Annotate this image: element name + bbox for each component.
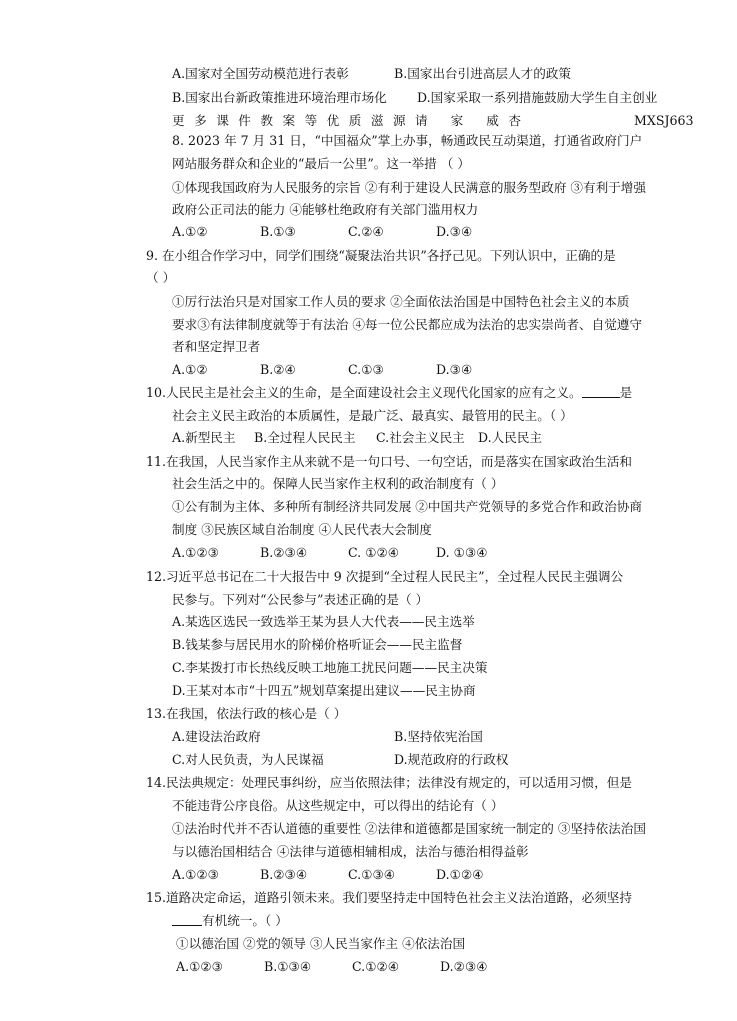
prev-options-row-1 [172,66,571,82]
watermark-text: 更多课件教案等优质滋源请 家 威杏 [172,113,531,128]
q15-stem-line-1: 15.道路决定命运，道路引领未来。我们要坚持走中国特色社会主义法治道路，必须坚持 [146,890,632,905]
q9-statement-line-2: 要求③有法律制度就等于有法治 ④每一位公民都应成为法治的忠实崇尚者、自觉遵守 [172,317,642,332]
q8-option-a: A.①② [172,224,208,239]
q13-option-d: D.规范政府的行政权 [394,752,509,767]
q14-statement-line-2: 与以德治国相结合 ④法律与道德相辅相成，法治与德治相得益彰 [172,844,529,859]
q10-option-a: A.新型民主 [172,430,236,445]
q10-stem-text: 10.人民民主是社会主义的生命，是全面建设社会主义现代化国家的应有之义。 [146,385,582,400]
q11-options [172,545,488,561]
q11-stem-line-2: 社会生活之中的。保障人民当家作主权利的政治制度有（ ） [172,476,504,491]
q10-stem-tail: 是 [619,385,633,400]
q15-stem-line-2 [172,913,288,929]
q10-option-c: C.社会主义民主 [376,430,465,445]
q9-option-d: D.③④ [436,362,473,377]
q13-option-b: B.坚持依宪治国 [394,729,483,744]
q13-options-row-2 [172,752,508,768]
q10-option-b: B.全过程人民民主 [254,430,356,445]
q8-stem-line-2: 网站服务群众和企业的“最后一公里”。这一举措 （ ） [172,156,470,171]
option-d: D.国家采取一系列措施鼓励大学生自主创业 [417,90,658,105]
prev-options-row-2 [172,90,657,106]
q13-option-a: A.建设法治政府 [172,729,261,744]
q9-option-b: B.②④ [260,362,296,377]
q11-option-b: B.②③④ [260,545,308,560]
q9-statement-line-1: ①厉行法治只是对国家工作人员的要求 ②全面依法治国是中国特色社会主义的本质 [172,294,630,309]
q10-stem-line-2: 社会主义民主政治的本质属性，是最广泛、最真实、最管用的民主。（ ） [172,408,573,423]
q14-options [172,867,484,883]
q14-option-d: D.①②④ [436,867,484,882]
q15-option-d: D.②③④ [440,959,488,974]
q11-stem-line-1: 11.在我国，人民当家作主从来就不是一句口号、一句空话，而是落实在国家政治生活和 [146,454,632,469]
q12-option-c: C.李某拨打市长热线反映工地施工扰民问题——民主决策 [172,660,488,675]
q8-option-d: D.③④ [436,224,473,239]
q8-statement-line-2: 政府公正司法的能力 ④能够杜绝政府有关部门滥用权力 [172,202,479,217]
q10-option-d: D.人民民主 [478,430,543,445]
q9-option-a: A.①② [172,362,208,377]
q9-option-c: C.①③ [348,362,384,377]
q9-stem-line-1: 9. 在小组合作学习中，同学们围绕“凝聚法治共识”各抒己见。下列认识中，正确的是 [146,248,616,263]
q12-stem-line-1: 12.习近平总书记在二十大报告中 9 次提到“全过程人民民主”，全过程人民民主强调公 [146,569,624,584]
q13-option-c: C.对人民负责，为人民谋福 [172,752,324,767]
q12-option-a: A.某选区选民一致选举王某为县人大代表——民主选举 [172,614,475,629]
option-c: B.国家出台新政策推进环境治理市场化 [172,90,387,105]
q14-stem-line-1: 14.民法典规定：处理民事纠纷，应当依照法律；法律没有规定的，可以适用习惯，但是 [146,775,632,790]
q12-stem-line-2: 民参与。下列对“公民参与”表述正确的是（ ） [172,592,429,607]
q14-option-c: C.①③④ [348,867,396,882]
q9-statement-line-3: 者和坚定捍卫者 [172,339,261,354]
option-a: A.国家对全国劳动模范进行表彰 [172,66,349,81]
q8-option-c: C.②④ [348,224,384,239]
q10-stem-line-1 [146,385,632,401]
q10-blank [582,385,620,398]
q14-option-b: B.②③④ [260,867,308,882]
watermark-line [172,113,712,129]
q11-statement-line-2: 制度 ③民族区域自治制度 ④人民代表大会制度 [172,522,432,537]
q11-option-d: D. ①③④ [436,545,488,560]
q15-option-b: B.①③④ [264,959,312,974]
option-b: B.国家出台引进高层人才的政策 [394,66,571,81]
q14-option-a: A.①②③ [172,867,219,882]
q13-stem: 13.在我国，依法行政的核心是（ ） [146,706,347,721]
q11-option-a: A.①②③ [172,545,219,560]
q15-options [176,959,488,975]
q15-statement-line-1: ①以德治国 ②党的领导 ③人民当家作主 ④依法治国 [176,936,466,951]
q13-options-row-1 [172,729,483,745]
q12-option-b: B.钱某参与居民用水的阶梯价格听证会——民主监督 [172,637,463,652]
q9-options [172,362,472,378]
q11-option-c: C. ①②④ [348,545,400,560]
watermark-code: MXSJ663 [634,113,694,128]
q9-stem-line-2: （ ） [146,270,176,285]
q8-option-b: B.①③ [260,224,296,239]
q10-options [172,430,542,446]
q15-option-c: C.①②④ [352,959,400,974]
q15-blank [172,913,202,926]
q15-option-a: A.①②③ [176,959,223,974]
q15-stem-tail: 有机统一。（ ） [202,913,288,928]
q12-option-d: D.王某对本市“十四五”规划草案提出建议——民主协商 [172,683,476,698]
q14-statement-line-1: ①法治时代并不否认道德的重要性 ②法律和道德都是国家统一制定的 ③坚持依法治国 [172,821,646,836]
q8-statement-line-1: ①体现我国政府为人民服务的宗旨 ②有利于建设人民满意的服务型政府 ③有利于增强 [172,180,646,195]
q14-stem-line-2: 不能违背公序良俗。从这些规定中，可以得出的结论有（ ） [172,798,504,813]
q11-statement-line-1: ①公有制为主体、多种所有制经济共同发展 ②中国共产党领导的多党合作和政治协商 [172,499,642,514]
q8-options [172,224,472,240]
q8-stem-line-1: 8. 2023 年 7 月 31 日，“中国福众”掌上办事，畅通政民互动渠道，打通省政府门户 [172,133,643,148]
